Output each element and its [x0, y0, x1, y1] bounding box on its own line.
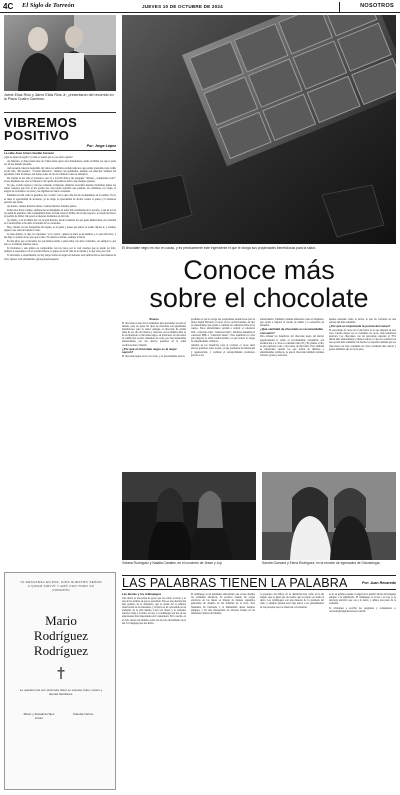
headline-line1: Conoce más — [183, 255, 335, 285]
chocolate-col2-text-b: Además de los beneficios para el corazón, el cacao tiene efectos positivos sobre la piel, ya que promueve su hidratación y regeneración, y combate el envejecimiento prematuro gracias a sus — [191, 344, 255, 357]
concert-photo-caption: Viviana Rodríguez y Natalia Canales, en el concierto de Jesse y Joy. — [122, 561, 223, 565]
vibremos-paragraph: Ya que, el alma regresa y me fue contando el mensaje, mientras recordaba muchos momentos juntos los tantos consejos que solo tu me podías dar, esas tardes sencillas que pasaban, las caminatas, los viajes, la alegría de escucharte, tus risas y tus lágrimas en tantas ocasiones. — [4, 184, 116, 194]
vibremos-title-line2: POSITIVO — [4, 128, 70, 143]
headline-line2: sobre el chocolate — [149, 283, 369, 313]
page-header — [0, 0, 400, 13]
vibremos-paragraph: De repente se me vino el pronostico que va a la fecha final y me pregunte: "Abuelo, ¿comprenses todo?" en ese momento los ojos se llenaron y me quedé sin palabras ante lo que siempre quisiste. — [4, 177, 116, 184]
chocolate-col4 — [329, 318, 396, 468]
chocolate-byline: Sinexo — [149, 318, 159, 321]
divider — [4, 150, 116, 151]
vibremos-title-line1: VIBREMOS — [4, 115, 78, 130]
vibremos-intro: ¿Qué es dejar un legado? ¿Cómo se puede que te vea ante la gente? — [4, 155, 73, 159]
palabras-author: Por: Juan Recaredo — [362, 580, 396, 585]
reunion-photo-caption: Sandra Guevara y Elena Rodríguez, en la reunión de egresados de Odontología. — [262, 561, 381, 565]
chocolate-col3-subhead: ¿Qué cantidad de chocolate es recomendable consumir? — [260, 327, 323, 335]
obituary-name-line1: Mario — [45, 613, 77, 628]
palabras-col4-end: Te invitamos a escribir tus preguntas y comentarios a: recaredo@elsiglodetorreon.com.mx — [329, 606, 396, 613]
chocolate-photo-caption: El chocolate negro es rico en cacao, y es precisamente este ingrediente el que le otorga sus propiedades beneficiosas para la salud. — [122, 246, 316, 250]
palabras-col1 — [122, 593, 186, 791]
vibremos-paragraph: Aun recuerdo nuestra despedida, mi visita era semillera cuando nada nos que podías prestarme todo cariño en mi vida, "Mi querido", "Carrión Mancebo", siempre con optimismo, siempre con emoción. Siempre tan agradable como un abrazo, tan tierno como un río tan calmado como un amanecer. — [4, 166, 116, 177]
concert-photo — [122, 472, 256, 560]
vibremos-paragraphs — [4, 160, 116, 261]
section-name: NOSOTROS — [360, 2, 394, 9]
page-number: 4C — [3, 2, 14, 11]
chocolate-col2 — [191, 318, 255, 468]
chocolate-col1 — [122, 318, 186, 468]
vibremos-paragraph: Hoy, cuando veo las fotografías del legado, es tu gente y pensé que nunca se podría dejarte ir, y estamos seguros que estás ahí desde el cielo. — [4, 226, 116, 233]
palabras-col3 — [260, 593, 324, 791]
chocolate-col3 — [260, 318, 324, 468]
chocolate-col2-text: grediente el que le otorga sus propiedades beneficiosas para la salud. Según Harvard, el cacao es rico en flavonoides, un tipo de antioxidante que ayuda a combatir los radicales libres en el cuerpo. Estos antioxidantes ayudan a reducir el colesterol LDL, conocido como "colesterol malo", mientras aumentan el colesterol HDL o "colesterol bueno". Esto equilibrio es clave para mejorar la salud cardiovascular, ya que reduce el riesgo de enfermedades cardiacas. — [191, 318, 255, 344]
couple-photo — [4, 15, 116, 91]
chocolate-col1-end: El chocolate negro es rico en cacao, y es precisamente este in- — [122, 354, 186, 358]
divider — [4, 112, 116, 113]
vibremos-paragraph: Ay abuelo, cuantas historias tienes, cuantas historias tenemos juntos. — [7, 204, 77, 208]
obituary-intro: YA DESCANSA EN PAZ, DIOS NUESTRO SEÑOR A QUIEN SIRVIÓ Y AMÓ CON TODO SU CORAZÓN — [20, 580, 102, 592]
palabras-col3-text: A propósito del fútbol, en su definición hay como en la mi lengua, que es igual que un cuento que se puede ver desde la tierra. Los relámpagos son una muestra de la grandeza del cielo, y siempre pueden traer algo nuevo a los pensamientos de las personas que los observan con atención. — [260, 593, 324, 609]
vibremos-title — [4, 116, 116, 142]
vibremos-subhead: La calle José Arturo Cuellar Carreón — [4, 152, 55, 155]
palabras-col2-text: El relámpago es un fenómeno atmosférico que ocurre durante las tormentas eléctricas. Se produce cuando las cargas eléctricas en las nubes se liberan de manera repentina, generando un destello de luz brillante en el cielo. Este fenómeno ha fascinado a la humanidad desde tiempos antiguos, y ha sido interpretado de diversas formas en las diferentes culturas del mundo. — [191, 593, 255, 615]
vibremos-paragraph: Podía estar horas contigo, siempre me acompañabas en todas mis ceremonias de la escuela, y aun en los de la pasión de abuelitos. Me acompañabas hasta el final, hasta el último día en mi proyecto, te regalé un marco de partido de fútbol. Me pase los mejores momentos de mi vida. — [4, 208, 116, 218]
palabras-title: LAS PALABRAS TIENEN LA PALABRA — [122, 576, 348, 590]
chocolate-col4-subhead: ¿Por qué es importante la pureza del cacao? — [329, 324, 391, 329]
reunion-photo — [262, 472, 396, 560]
palabras-col4 — [329, 593, 396, 791]
palabras-banner — [122, 575, 396, 590]
issue-date: JUEVES 10 DE OCTUBRE DE 2024 — [142, 3, 223, 9]
chocolate-photo-image — [122, 15, 396, 244]
obituary-text: Le quedan sus con profundo dolor su esposa, hijos, nietos y demás familiares. — [19, 688, 103, 696]
chocolate-headline — [122, 256, 396, 312]
concert-photo-image — [122, 472, 256, 560]
newspaper-name: El Siglo de Torreón — [22, 2, 75, 9]
palabras-col4-text: as de su palabra, tenían el origen de la palabra lluvia del lenguaje antiguo y su significado. El relámpago es la luz y el rayo es la descarga eléctrica que cae a la tierra, y ambos son parte de la tormenta. — [329, 593, 396, 606]
chocolate-photo — [122, 15, 396, 244]
obituary-name-line2: Rodríguez — [33, 628, 89, 643]
vibremos-paragraph: Es una labor que ya hacemos los que hemos tenido a quien amar con amor verdadero, ser siempre lo que uno es, la familia, nuestras raíces. — [4, 240, 116, 247]
vibremos-author: Por: Jorge López — [86, 144, 116, 148]
obituary-cross-icon — [57, 667, 65, 679]
couple-photo-image — [4, 15, 116, 91]
chocolate-col4-text-b: El porcentaje de cacao en el chocolate es lo que importa en este caso. Cuanto mayor sea el contenido de cacao, más beneficios aportará. Los chocolates con un porcentaje superior al 70% tienen más antioxidantes y menos azúcar, lo que los convierte en una opción más saludable. De hecho, los expertos señalan que los chocolates con bajo contenido de cacao contienen más azúcar y grasas añadidas que el cacao puro. — [329, 328, 396, 351]
chocolate-col1-text: El chocolate es uno de los alimentos más apreciados en todo el mundo, pero no todos los tipos de chocolate son igualmente beneficiosos para la salud. Aunque el chocolate ha tenido fama de ser alto en calorías y azúcares, en los últimos años se ha revalorizado el chocolate negro, en particular, un chocolate de calidad por su alto contenido de cacao, por sus propiedades antioxidantes, por sus efectos positivos en la salud cardiovascular y mental. — [122, 321, 186, 347]
vibremos-paragraph: Te invitamos a experimentar, no hay mejor forma de seguir en sintonía: esta publicación es una manera de vivir. Quiero vivir plenamente: @jorgelopezterapeuta — [4, 254, 116, 261]
palabras-col2 — [191, 593, 255, 791]
chocolate-col3-text-b: Para obtener los beneficios del chocolate negro sin afectar negativamente la salud, es recomendable consumirlo con moderación. La clave es consumir entre 20 y 30 gramos al día, lo que equivale a una o dos onzas de chocolate. Esto también es importante cuando los que sufren de diabetes o enfermedades cardíacas, ya que el chocolate también contiene calorías, grasas y azúcares. — [260, 335, 324, 358]
vibremos-paragraph: Ay, Muestro, ya han pasado mas de 3 años desde que lo nos abandonaste, desde la última vez que te pude ver en ese mundo asustado. — [4, 159, 116, 166]
obituary-name-line3: Rodríguez — [33, 643, 89, 658]
vibremos-paragraph: Tambien recordé como la guardian, tus "coches" con la que cada día me acompañabas en el camino. Ya no se tiene la oportunidad de abrazarte, ya no tengo la oportunidad de decirte cuanto te quiero y la hermosa persona que fuiste. — [4, 194, 116, 204]
chocolate-col3-text: antioxidantes. También contiene minerales como el magnesio, que ayuda a mejorar el estado de ánimo y la sensación de bienestar. — [260, 318, 324, 328]
chocolate-col1-subhead: ¿Por qué el chocolate negro es la mejor opción? — [122, 346, 177, 355]
obituary-family-left: Mario y Rosalina Hijos Arturo — [23, 712, 55, 720]
palabras-col1-text: Una lluvia es una tanda de gotas que cae sobre la tierra y es una de las formas en que se presentan. Esta es una descripción más general, de la atmósfera, que se puede dar la primera observación de la naturaleza, y la lluvia se ha convertido en un elemento de la vida misma. Cada vez llueve y la tormenta eléctrica llega a la tierra, el rayo y el relámpago son dos de las expresiones más importantes en la naturaleza. En la noche, en el cielo desde este mundo, todos son un solo movimiento de la luz. Un lenguaje que nos habla. — [122, 596, 186, 625]
reunion-photo-image — [262, 472, 396, 560]
chocolate-col4-text: nientes naturales como la stevia, lo que las convierte en una opción aún más saludable. — [329, 318, 396, 325]
vibremos-paragraph: Ay abuelo, y en tu último día con tu gran historia, desde tu mundo los que gente Inmaculada, en tu misión de Catedral Dios te ha dado la bondad de los corazones. — [4, 218, 116, 226]
vibremos-paragraph: Te amo abuelo!, te dije, no respondes, "ya lo sabes", quieres tu nieto es un hombre, y lo que más lleva, y me digo, la pasión de los que que tu ibas. Tu sentías el abrazo, siempre lo haces. — [4, 233, 116, 240]
palabras-subhead: Las lluvias y los relámpagos — [122, 593, 162, 596]
obituary-box — [4, 572, 116, 790]
obituary-family-right: Claudia Carlos — [72, 712, 94, 716]
couple-photo-caption: Jaime Elías Ríos y Jaime Elías Ríos Jr., presentaron del recorrido en la Plaza Cuatro Caminos. — [4, 93, 114, 102]
obituary-name — [9, 613, 113, 658]
header-divider — [339, 2, 340, 12]
vibremos-paragraph: Te invitamos a esta plática en compromiso con tus lazos, por lo cual creemos que se puede ser feliz, siempre te esperamos con el corazón abierto, te quiero en la mi vida de tu estima y lo que vale para vivir. — [4, 247, 116, 254]
vibremos-article — [4, 152, 116, 495]
